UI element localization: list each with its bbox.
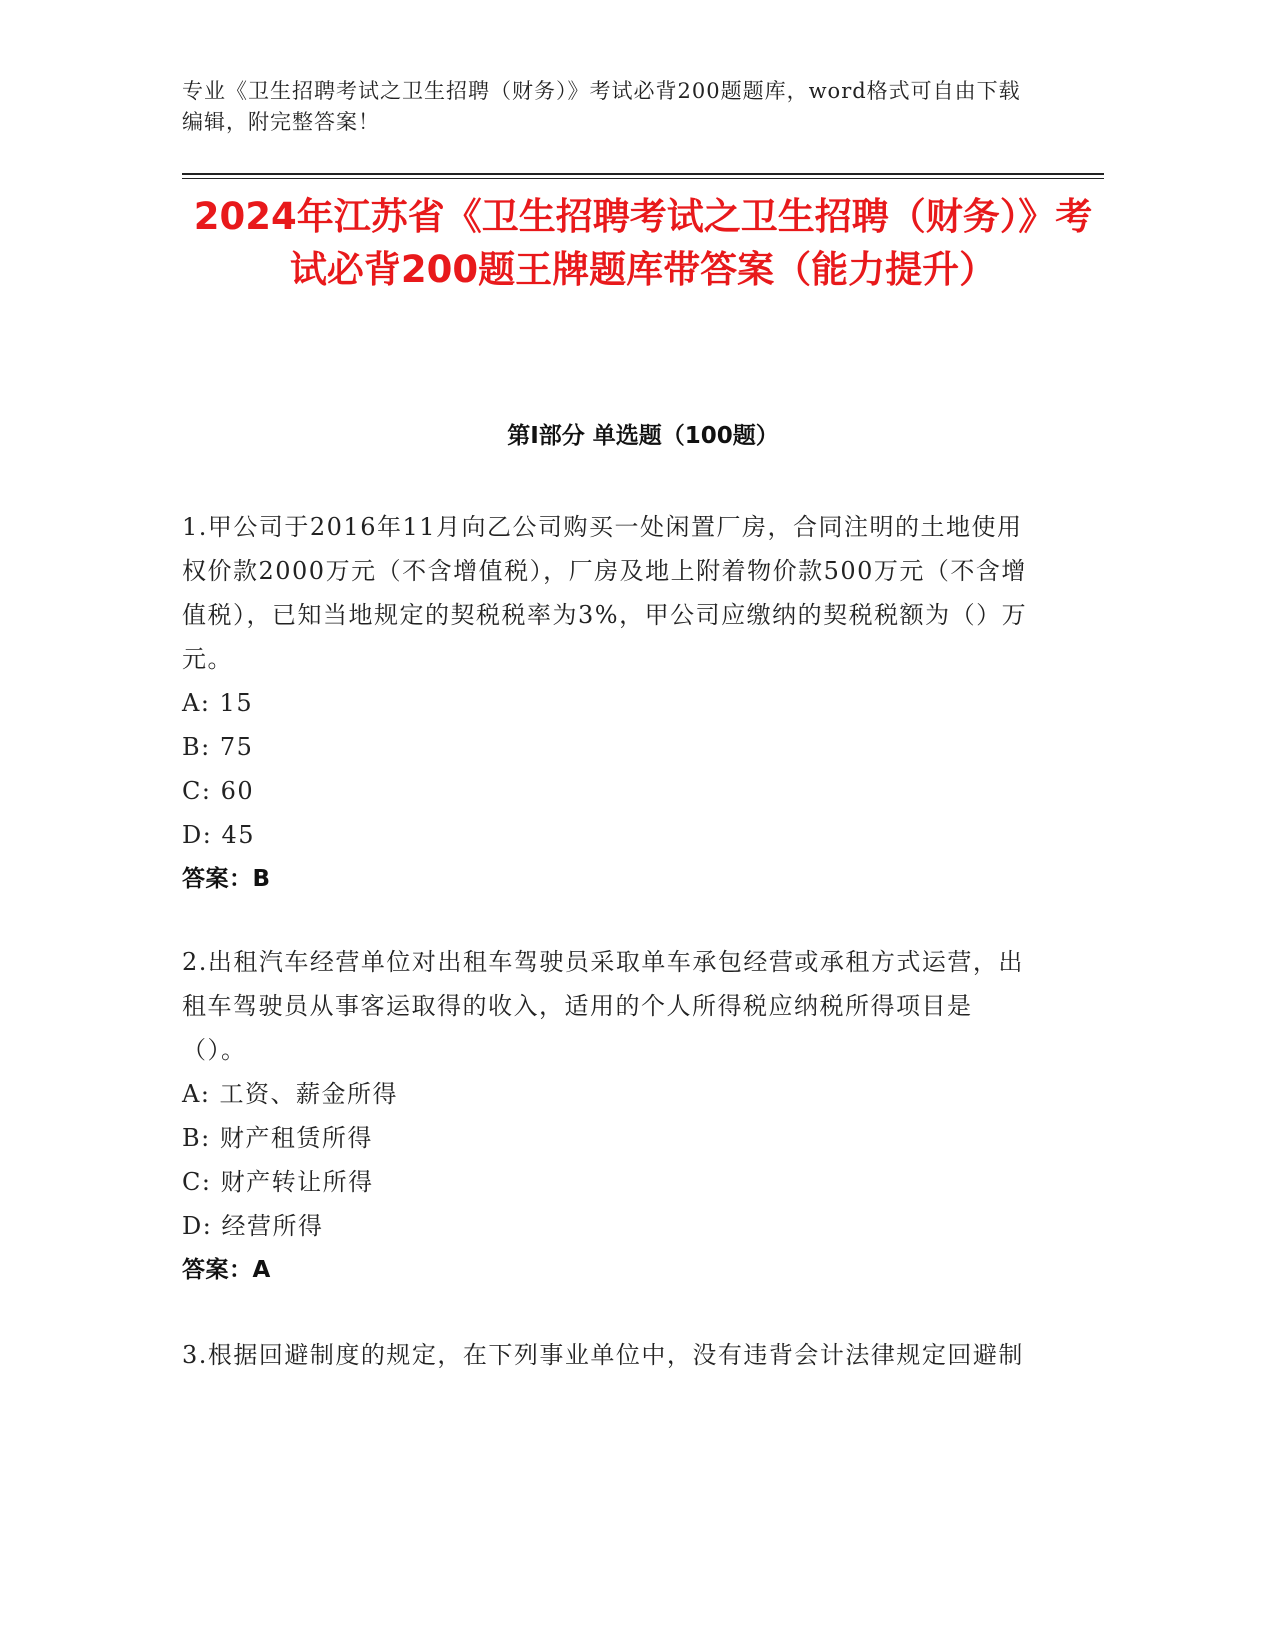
answer-line: 答案：A [182, 1257, 271, 1283]
option-c: C: 财产转让所得 [182, 1168, 374, 1196]
option-b: B: 75 [182, 733, 254, 761]
document-title: 2024年江苏省《卫生招聘考试之卫生招聘（财务）》考试必背200题王牌题库带答案（能力提升） [193, 195, 1093, 291]
question-stem: 1.甲公司于2016年11月向乙公司购买一处闲置厂房，合同注明的土地使用权价款2000万元（不含增值税），厂房及地上附着物价款500万元（不含增值税），已知当地规定的契税税率为3%，甲公司应缴纳的契税税额为（）万元。 [182, 513, 1028, 673]
question-1 [182, 505, 1032, 901]
option-b: B: 财产租赁所得 [182, 1124, 373, 1152]
question-stem: 3.根据回避制度的规定，在下列事业单位中，没有违背会计法律规定回避制 [182, 1341, 1024, 1369]
header-divider-thick [182, 173, 1104, 175]
question-stem: 2.出租汽车经营单位对出租车驾驶员采取单车承包经营或承租方式运营，出租车驾驶员从事客运取得的收入，适用的个人所得税应纳税所得项目是（）。 [182, 948, 1024, 1064]
option-c: C: 60 [182, 777, 255, 805]
question-3 [182, 1333, 1032, 1377]
answer-line: 答案：B [182, 866, 271, 892]
option-a: A: 15 [182, 689, 254, 717]
section-heading: 第I部分 单选题（100题） [507, 423, 779, 449]
option-a: A: 工资、薪金所得 [182, 1080, 399, 1108]
header-note: 专业《卫生招聘考试之卫生招聘（财务）》考试必背200题题库，word格式可自由下载编辑，附完整答案！ [182, 79, 1021, 134]
option-d: D: 经营所得 [182, 1212, 324, 1240]
header-divider-thin [182, 178, 1104, 179]
question-2 [182, 940, 1032, 1292]
option-d: D: 45 [182, 821, 255, 849]
